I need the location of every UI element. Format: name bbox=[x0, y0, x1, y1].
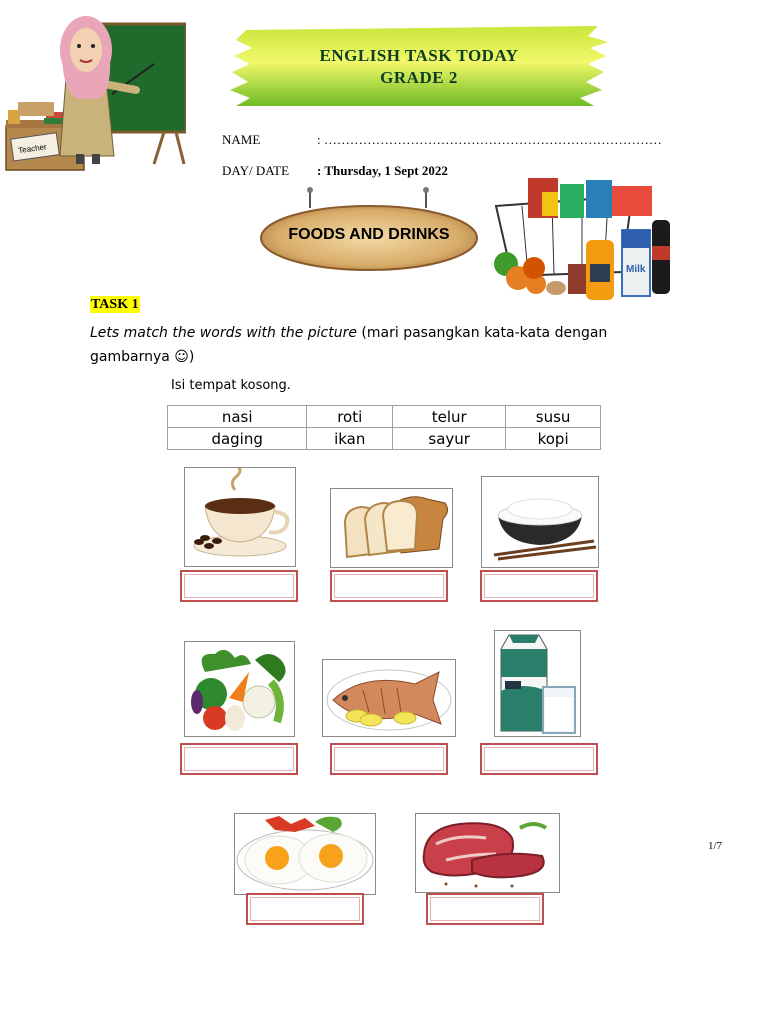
answer-box-rice[interactable] bbox=[480, 570, 598, 602]
word-cell: nasi bbox=[168, 406, 307, 428]
fill-in-instruction: Isi tempat kosong. bbox=[171, 378, 291, 393]
word-cell: susu bbox=[506, 406, 601, 428]
word-bank-table bbox=[167, 405, 601, 450]
teacher-illustration bbox=[4, 6, 186, 172]
sign-text: FOODS AND DRINKS bbox=[288, 226, 450, 243]
word-cell: sayur bbox=[393, 428, 506, 450]
vegetables-picture bbox=[184, 641, 295, 737]
rice-picture bbox=[481, 476, 599, 568]
answer-box-coffee[interactable] bbox=[180, 570, 298, 602]
answer-box-fish[interactable] bbox=[330, 743, 448, 775]
title-banner bbox=[228, 26, 610, 108]
word-cell: kopi bbox=[506, 428, 601, 450]
eggs-picture bbox=[234, 813, 376, 895]
task-label: TASK 1 bbox=[91, 297, 139, 312]
answer-box-bread[interactable] bbox=[330, 570, 448, 602]
instruction-rest: (mari pasangkan kata-kata dengan gambarnya ☺) bbox=[90, 325, 608, 365]
answer-box-milk[interactable] bbox=[480, 743, 598, 775]
grade-label: GRADE 2 bbox=[380, 68, 458, 87]
answer-box-vegetables[interactable] bbox=[180, 743, 298, 775]
desk-sign-text: Teacher bbox=[17, 142, 48, 156]
grocery-basket-illustration bbox=[482, 172, 678, 304]
word-cell: ikan bbox=[307, 428, 393, 450]
milk-picture bbox=[494, 630, 581, 737]
name-field[interactable]: : …………………………………………………………………… bbox=[317, 132, 662, 147]
table-row bbox=[168, 406, 601, 428]
answer-box-meat[interactable] bbox=[426, 893, 544, 925]
page-number: 1/7 bbox=[708, 840, 723, 852]
name-label: NAME bbox=[222, 132, 261, 147]
instruction-italic: Lets match the words with the picture bbox=[90, 325, 357, 341]
table-row bbox=[168, 428, 601, 450]
coffee-picture bbox=[184, 467, 296, 567]
fish-picture bbox=[322, 659, 456, 737]
task-instruction bbox=[90, 321, 690, 369]
answer-box-eggs[interactable] bbox=[246, 893, 364, 925]
date-value: : Thursday, 1 Sept 2022 bbox=[317, 163, 448, 178]
word-cell: daging bbox=[168, 428, 307, 450]
date-label: DAY/ DATE bbox=[222, 163, 290, 178]
foods-and-drinks-sign bbox=[258, 186, 480, 272]
word-cell: roti bbox=[307, 406, 393, 428]
worksheet-title: ENGLISH TASK TODAY bbox=[319, 46, 519, 65]
word-cell: telur bbox=[393, 406, 506, 428]
bread-picture bbox=[330, 488, 453, 568]
meat-picture bbox=[415, 813, 560, 893]
milk-carton-label: Milk bbox=[626, 264, 646, 275]
